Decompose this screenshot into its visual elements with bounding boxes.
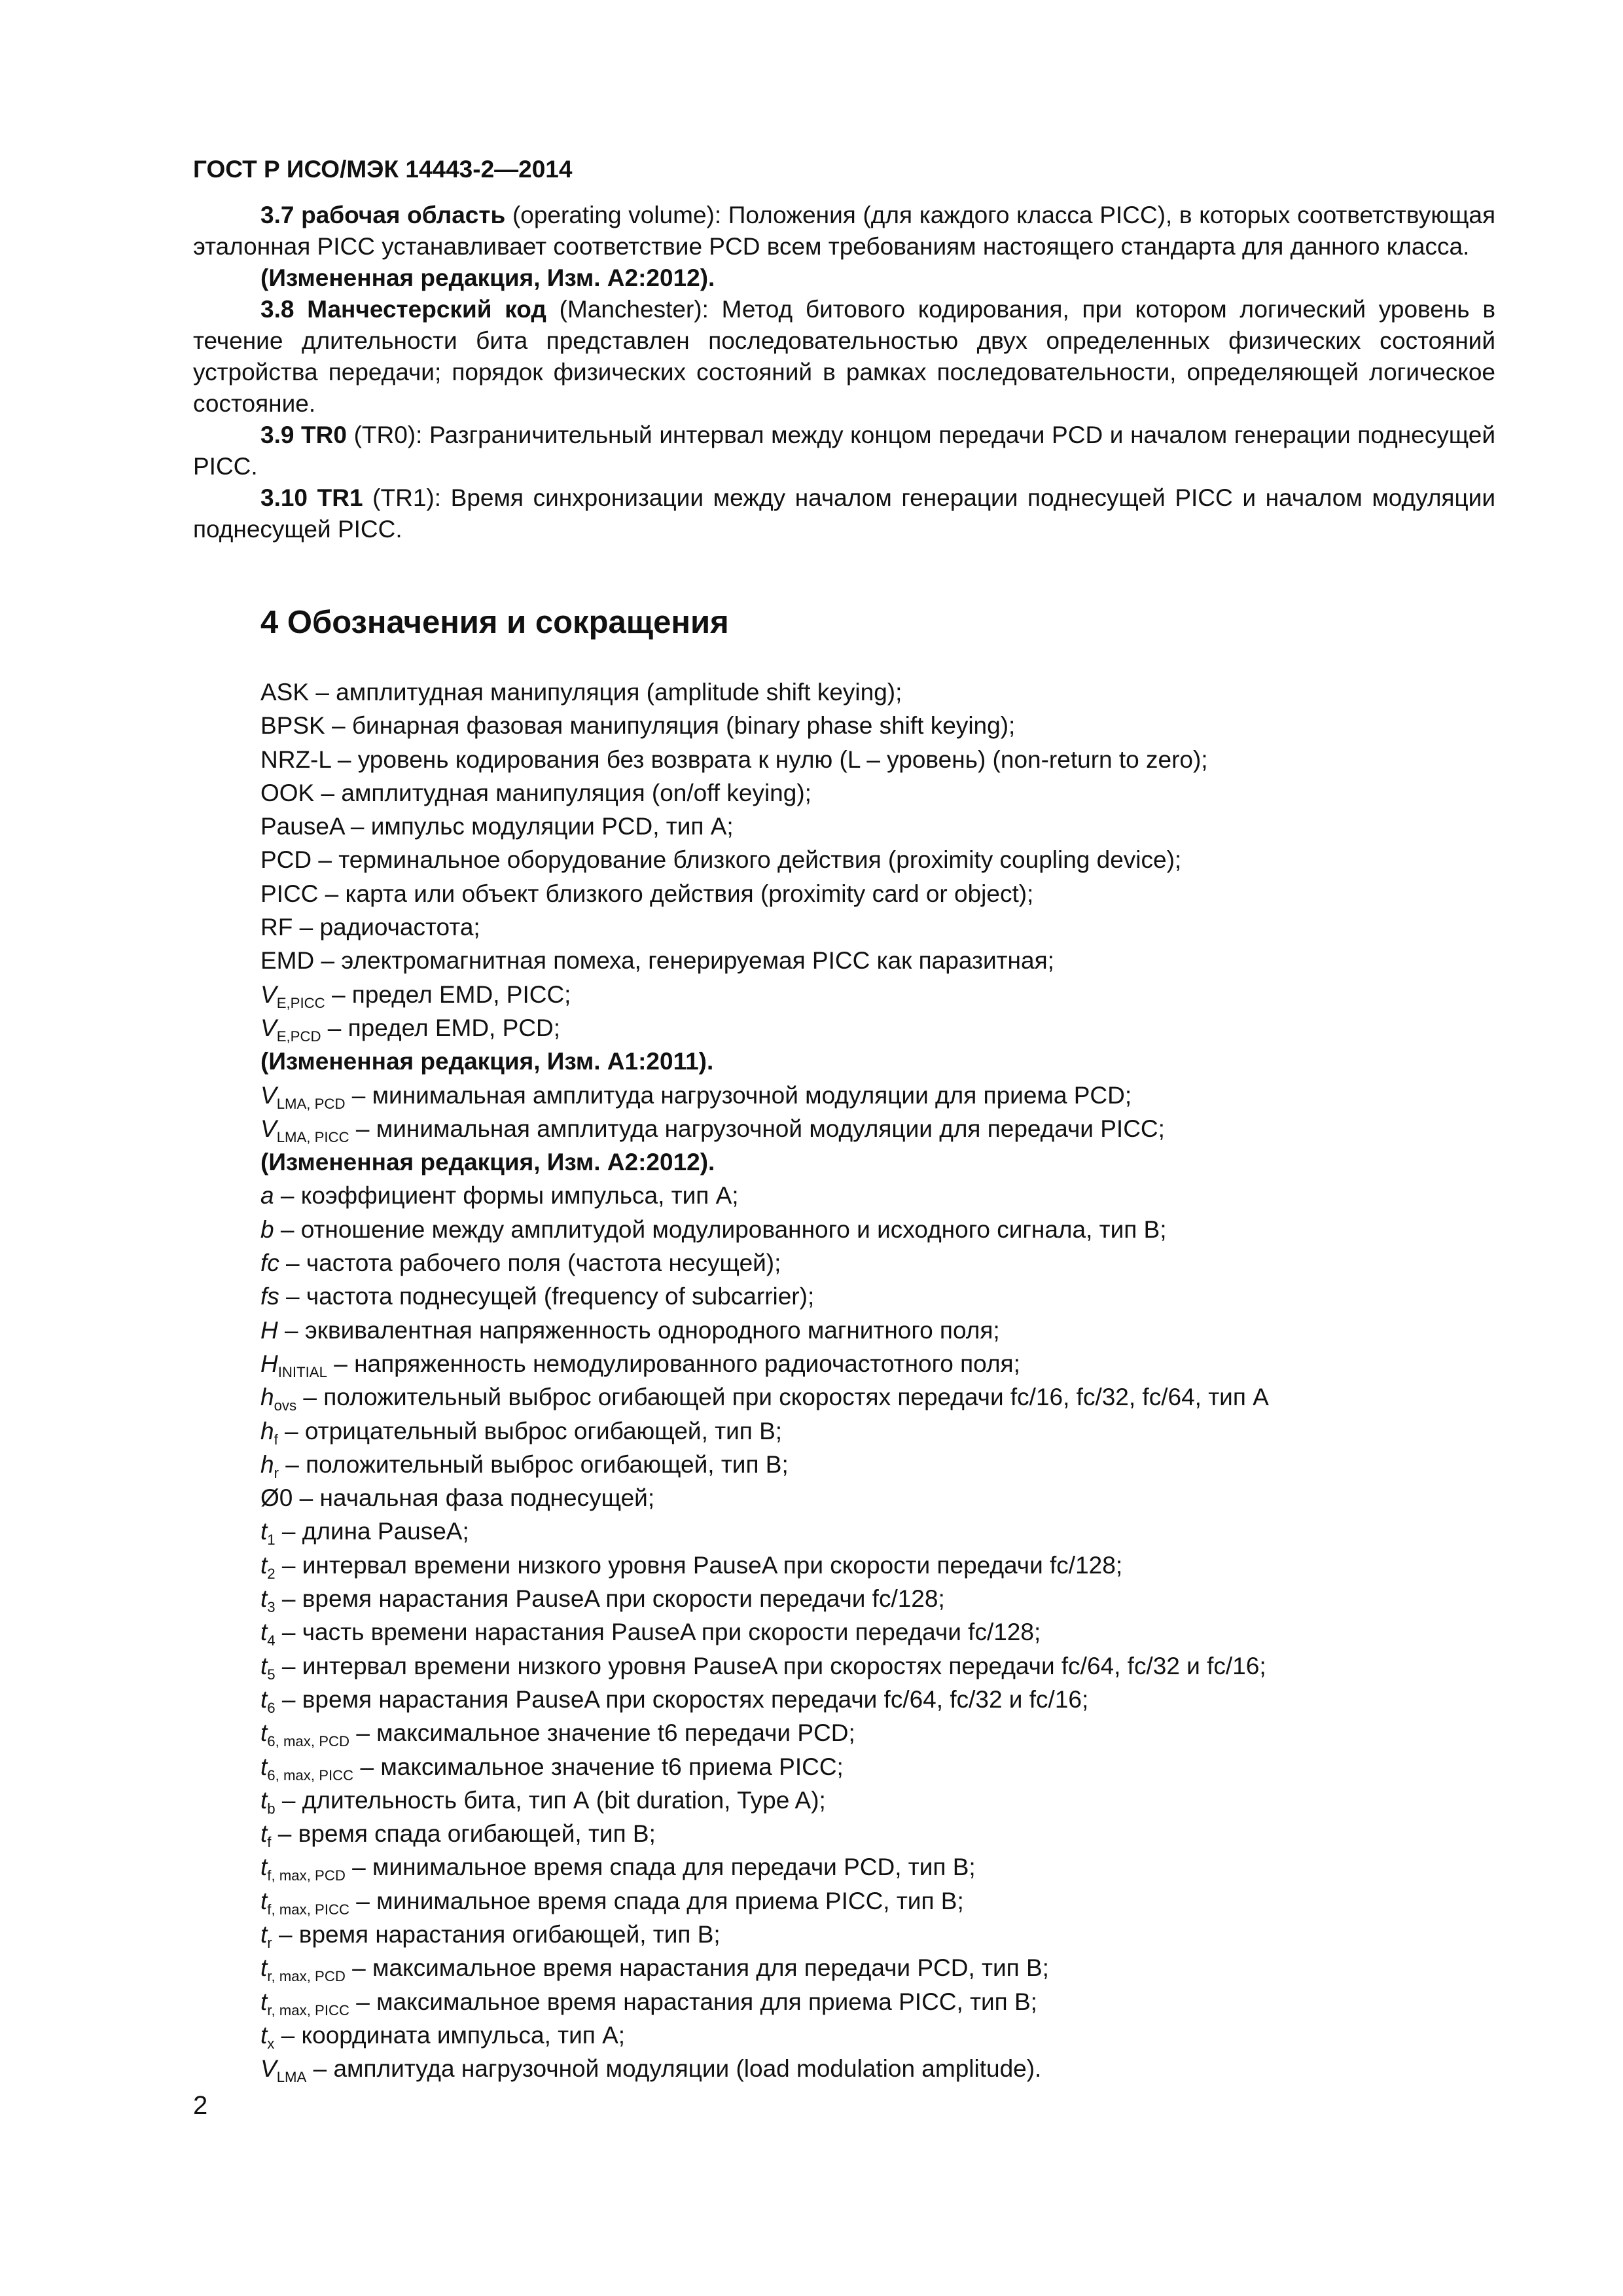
symbol-term: t (260, 1988, 268, 2015)
amendment-note (260, 1145, 1504, 1179)
symbol-description: – напряженность немодулированного радиочастотного поля; (327, 1350, 1020, 1377)
symbol-term: t (260, 1854, 268, 1881)
symbol-description: – длина PauseA; (275, 1518, 469, 1545)
symbol-term: t (260, 1786, 268, 1814)
symbol-term: h (260, 1450, 274, 1478)
symbol-term: V (260, 980, 277, 1008)
symbol-term: b (260, 1215, 274, 1243)
symbol-description: – начальная фаза поднесущей; (293, 1484, 655, 1512)
symbol-row (260, 743, 1504, 776)
symbol-description: – минимальное время спада для передачи PCD, тип В; (345, 1854, 976, 1881)
symbol-description: – интервал времени низкого уровня PauseA при скоростях передачи fc/64, fc/32 и fc/16; (275, 1652, 1266, 1679)
symbol-row (260, 877, 1504, 910)
symbol-row (260, 675, 1504, 709)
document-header: ГОСТ Р ИСО/МЭК 14443-2—2014 (193, 156, 573, 183)
symbol-description: – время спада огибающей, тип В; (271, 1820, 656, 1848)
symbol-subscript: x (267, 2035, 275, 2052)
symbol-subscript: f (274, 1431, 278, 1448)
symbol-subscript: 4 (267, 1632, 276, 1649)
definition-text: (Manchester): Метод битового кодирования, при котором логический уровень в течение длительности бита представлен последовательностью двух определенных физических состояний устройства передачи; порядок физических состояний в рамках последовательности, определяющей логическое состояние. (193, 296, 1496, 417)
symbol-term: EMD (260, 947, 315, 975)
symbol-term: t (260, 1954, 268, 1982)
symbol-description: – часть времени нарастания PauseA при скорости передачи fc/128; (275, 1619, 1041, 1646)
symbol-row (260, 1246, 1504, 1280)
definition-3-7 (193, 200, 1495, 262)
amendment-note (260, 1045, 1504, 1078)
symbol-row (260, 1179, 1504, 1212)
symbol-description: – координата импульса, тип А; (274, 2021, 626, 2049)
symbol-row (260, 2052, 1504, 2085)
symbol-row (260, 1213, 1504, 1246)
definition-term: 3.8 Манчестерский код (260, 296, 546, 323)
symbol-term: t (260, 1585, 268, 1613)
symbol-description: – время нарастания PauseA при скоростях передачи fc/64, fc/32 и fc/16; (275, 1685, 1089, 1713)
symbol-description: – минимальная амплитуда нагрузочной модуляции для приема PCD; (345, 1081, 1132, 1109)
symbol-term: t (260, 1685, 268, 1713)
symbol-subscript: 6, max, PCD (267, 1732, 350, 1749)
symbol-subscript: r (267, 1934, 272, 1951)
symbol-subscript: LMA, PICC (276, 1128, 349, 1145)
symbol-term: t (260, 1920, 268, 1948)
symbol-subscript: r, max, PCD (267, 1968, 346, 1985)
symbol-row (260, 1481, 1504, 1515)
definition-term: 3.9 TR0 (260, 422, 347, 448)
symbol-description: – бинарная фазовая манипуляция (binary phase shift keying); (325, 712, 1016, 740)
symbol-subscript: INITIAL (277, 1363, 327, 1380)
symbol-description: – минимальное время спада для приема PICC, тип В; (349, 1887, 964, 1914)
symbol-term: t (260, 1652, 268, 1679)
symbol-row (260, 1649, 1504, 1683)
symbol-term: H (260, 1316, 278, 1344)
symbol-row (260, 1750, 1504, 1784)
symbol-subscript: 2 (267, 1565, 276, 1582)
symbol-row (260, 1784, 1504, 1817)
symbol-term: t (260, 1719, 268, 1747)
symbol-term: ASK (260, 679, 310, 706)
definition-term: 3.7 рабочая область (260, 202, 506, 228)
page-number: 2 (193, 2091, 208, 2120)
symbol-row (260, 910, 1504, 944)
symbol-term: PICC (260, 880, 319, 907)
symbol-term: NRZ-L (260, 745, 331, 773)
symbol-description: – интервал времени низкого уровня PauseA при скорости передачи fc/128; (275, 1551, 1123, 1579)
symbol-subscript: ovs (274, 1397, 297, 1414)
symbol-term: V (260, 2055, 277, 2083)
definition-3-9 (193, 420, 1495, 482)
symbol-row (260, 1716, 1504, 1749)
symbol-subscript: E,PCD (276, 1028, 321, 1045)
symbol-description: – предел EMD, PCD; (321, 1014, 561, 1041)
definition-term: 3.10 TR1 (260, 484, 363, 511)
symbol-subscript: 1 (267, 1532, 276, 1549)
symbol-row (260, 1683, 1504, 1716)
symbol-term: PCD (260, 846, 312, 874)
symbol-description: – эквивалентная напряженность однородного магнитного поля; (277, 1316, 1000, 1344)
symbol-term: (Измененная редакция, Изм. А1:2011). (260, 1048, 714, 1075)
symbol-row (260, 1582, 1504, 1615)
symbol-description: – положительный выброс огибающей, тип В; (278, 1450, 789, 1478)
symbol-term: H (260, 1350, 278, 1377)
symbol-term: (Измененная редакция, Изм. А2:2012). (260, 1149, 715, 1176)
symbol-row (260, 1079, 1504, 1112)
symbol-description: – минимальная амплитуда нагрузочной модуляции для передачи PICC; (349, 1115, 1165, 1142)
symbol-description: – амплитудная манипуляция (on/off keying); (314, 779, 812, 806)
symbol-subscript: f, max, PCD (267, 1867, 346, 1884)
symbol-description: – амплитуда нагрузочной модуляции (load modulation amplitude). (306, 2055, 1042, 2083)
symbol-subscript: 5 (267, 1666, 276, 1683)
symbol-row (260, 1280, 1504, 1313)
symbol-row (260, 1615, 1504, 1649)
symbol-description: – время нарастания PauseA при скорости передачи fc/128; (275, 1585, 945, 1613)
amendment-text: (Измененная редакция, Изм. А2:2012). (260, 264, 715, 291)
symbol-description: – максимальное время нарастания для передачи PCD, тип В; (345, 1954, 1049, 1982)
symbol-description: – карта или объект близкого действия (proximity card or object); (318, 880, 1034, 907)
symbol-subscript: 6, max, PICC (267, 1767, 354, 1784)
symbol-term: t (260, 1820, 268, 1848)
symbol-term: PauseA (260, 813, 344, 840)
definitions-block (193, 200, 1495, 545)
symbol-description: – коэффициент формы импульса, тип А; (274, 1182, 739, 1210)
symbol-subscript: r, max, PICC (267, 2001, 350, 2018)
symbol-term: t (260, 1551, 268, 1579)
symbol-term: BPSK (260, 712, 325, 740)
definition-text: (operating volume): Положения (для каждого класса PICC), в которых соответствующая эталонная PICC устанавливает соответствие PCD всем требованиям настоящего стандарта для данного класса. (193, 202, 1495, 260)
symbol-row (260, 1347, 1504, 1380)
symbol-description: – максимальное время нарастания для приема PICC, тип В; (349, 1988, 1037, 2015)
definition-text: (TR1): Время синхронизации между началом генерации поднесущей PICC и началом модуляции поднесущей PICC. (193, 484, 1495, 543)
symbol-row (260, 1884, 1504, 1918)
symbol-subscript: LMA (276, 2068, 307, 2085)
symbol-term: a (260, 1182, 274, 1210)
symbol-subscript: r (274, 1464, 279, 1481)
definition-text: (TR0): Разграничительный интервал между концом передачи PCD и началом генерации поднесущей PICC. (193, 422, 1495, 480)
symbol-row (260, 776, 1504, 810)
symbol-row (260, 1448, 1504, 1481)
symbol-term: RF (260, 914, 293, 941)
symbol-description: – частота рабочего поля (частота несущей); (279, 1249, 781, 1277)
symbol-row (260, 1515, 1504, 1548)
symbol-term: t (260, 1619, 268, 1646)
symbol-term: V (260, 1081, 277, 1109)
symbol-row (260, 1011, 1504, 1045)
symbol-term: t (260, 2021, 268, 2049)
symbol-subscript: E,PICC (276, 994, 325, 1011)
symbol-row (260, 1985, 1504, 2018)
symbol-description: – максимальное значение t6 приема PICC; (353, 1753, 844, 1780)
symbol-term: fc (260, 1249, 279, 1277)
symbol-term: Ø0 (260, 1484, 293, 1512)
symbol-term: OOK (260, 779, 315, 806)
symbol-row (260, 810, 1504, 843)
symbol-row (260, 1112, 1504, 1145)
symbol-term: t (260, 1887, 268, 1914)
symbol-subscript: LMA, PCD (276, 1095, 346, 1112)
symbol-description: – максимальное значение t6 передачи PCD; (349, 1719, 855, 1747)
symbol-description: – импульс модуляции PCD, тип А; (344, 813, 734, 840)
section-title: 4 Обозначения и сокращения (260, 605, 729, 640)
symbol-row (260, 1918, 1504, 1951)
definition-3-8 (193, 294, 1495, 420)
symbol-description: – амплитудная манипуляция (amplitude shift keying); (309, 679, 902, 706)
symbol-description: – отрицательный выброс огибающей, тип В; (277, 1417, 783, 1444)
symbol-description: – электромагнитная помеха, генерируемая PICC как паразитная; (314, 947, 1054, 975)
symbol-term: V (260, 1115, 277, 1142)
symbol-term: h (260, 1417, 274, 1444)
symbol-subscript: f (267, 1833, 272, 1850)
symbol-row (260, 1817, 1504, 1850)
symbol-term: t (260, 1518, 268, 1545)
symbol-subscript: 6 (267, 1699, 276, 1716)
symbol-subscript: b (267, 1800, 276, 1817)
symbol-row (260, 944, 1504, 977)
symbol-term: h (260, 1384, 274, 1411)
symbol-row (260, 1951, 1504, 1984)
definition-3-10 (193, 482, 1495, 545)
symbol-term: V (260, 1014, 277, 1041)
symbol-description: – частота поднесущей (frequency of subcarrier); (279, 1283, 815, 1310)
symbol-row (260, 843, 1504, 876)
symbol-term: t (260, 1753, 268, 1780)
symbol-description: – отношение между амплитудой модулированного и исходного сигнала, тип В; (274, 1215, 1167, 1243)
symbol-description: – терминальное оборудование близкого действия (proximity coupling device); (312, 846, 1182, 874)
symbol-description: – положительный выброс огибающей при скоростях передачи fc/16, fc/32, fc/64, тип А (296, 1384, 1269, 1411)
symbols-list (260, 675, 1504, 2085)
symbol-description: – время нарастания огибающей, тип В; (272, 1920, 721, 1948)
symbol-description: – длительность бита, тип А (bit duration, Type A); (275, 1786, 826, 1814)
symbol-description: – предел EMD, PICC; (325, 980, 571, 1008)
symbol-subscript: 3 (267, 1598, 276, 1615)
symbol-row (260, 1549, 1504, 1582)
symbol-row (260, 2018, 1504, 2052)
symbol-description: – уровень кодирования без возврата к нулю (L – уровень) (non-return to zero); (330, 745, 1208, 773)
symbol-row (260, 1850, 1504, 1884)
amendment-note (193, 262, 1495, 294)
symbol-row (260, 1380, 1504, 1414)
symbol-row (260, 709, 1504, 742)
symbol-row (260, 978, 1504, 1011)
symbol-description: – радиочастота; (293, 914, 480, 941)
symbol-subscript: f, max, PICC (267, 1901, 350, 1918)
symbol-term: fs (260, 1283, 279, 1310)
symbol-row (260, 1314, 1504, 1347)
symbol-row (260, 1414, 1504, 1448)
